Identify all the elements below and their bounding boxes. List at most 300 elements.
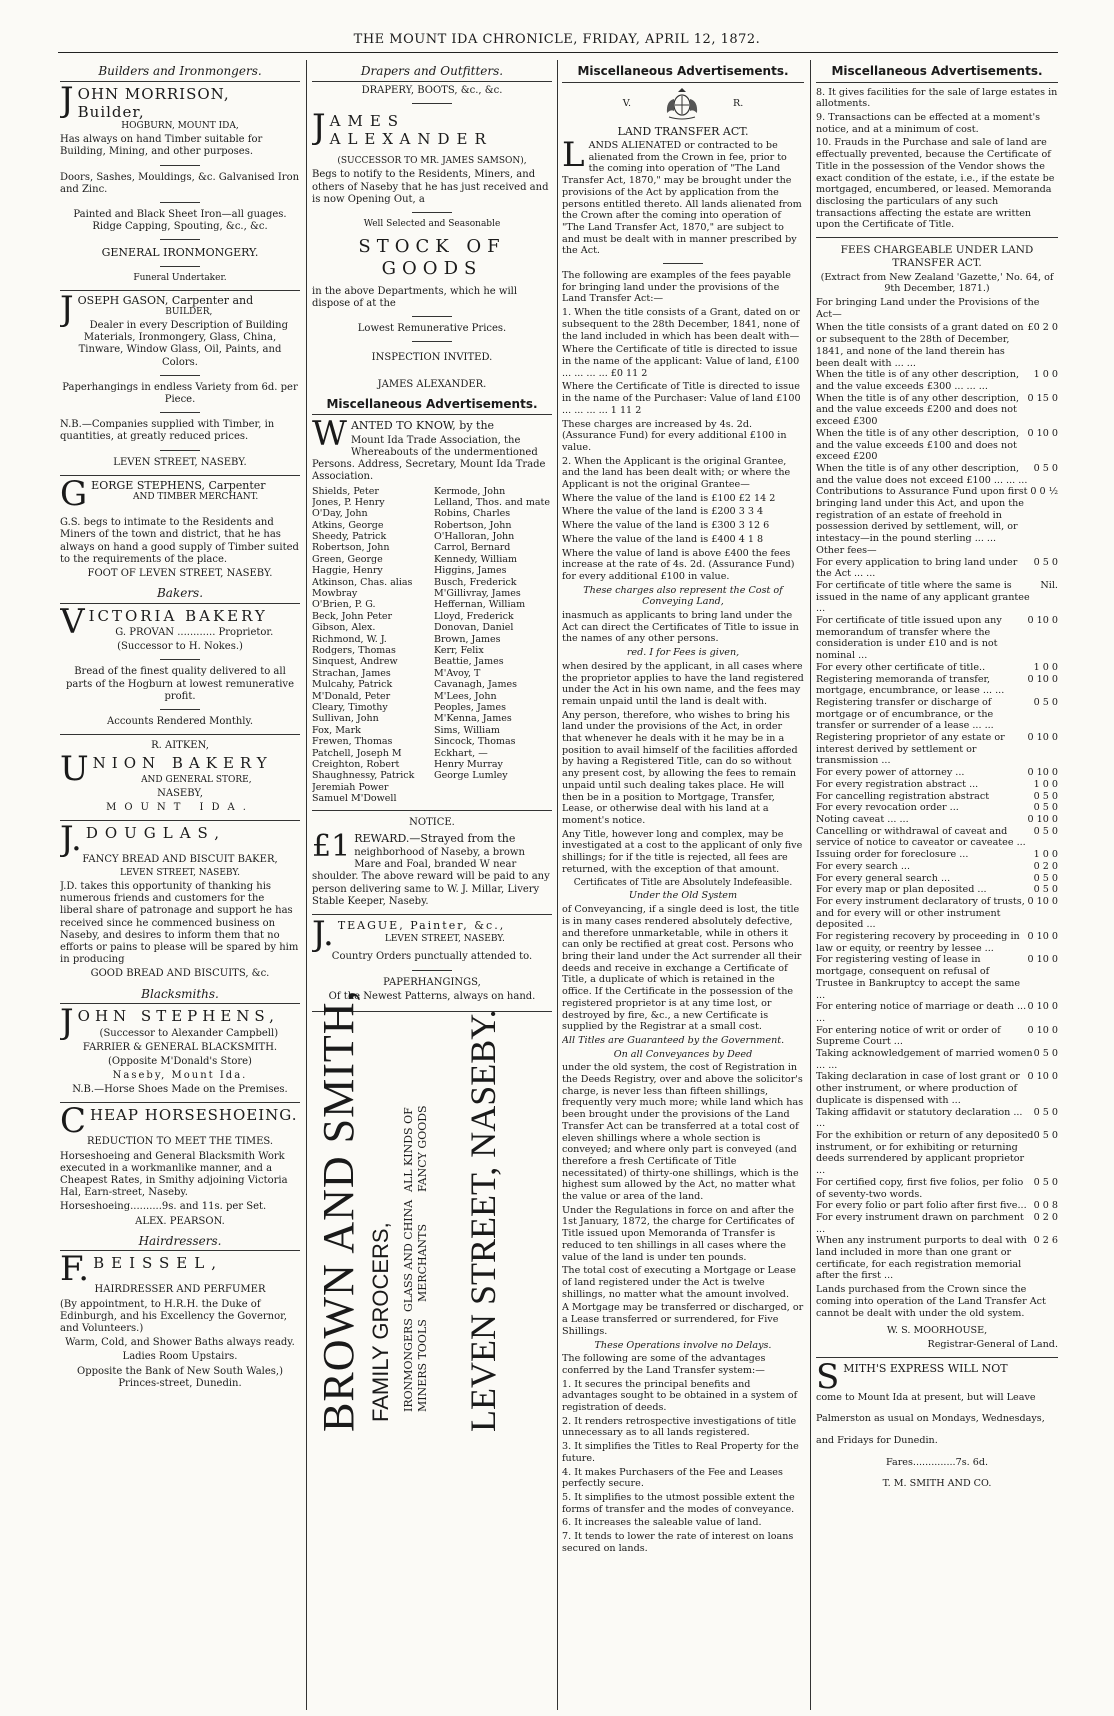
fee-description: For the exhibition or return of any deposited instrument, or for exhibiting or returning deeds surrendered by applicant proprietor ... [816,1129,1034,1177]
fee-amount: 1 0 0 [1033,849,1058,861]
fee-row [816,615,1058,662]
name-entry: Sheedy, Patrick [312,531,387,543]
ad-sub: FAMILY GROCERS, [368,1222,393,1422]
name-entry: M'Kenna, James [434,713,512,725]
ad-title: OHN STEPHENS, [77,1007,279,1026]
fee-amount: 0 5 0 [1033,825,1058,837]
section-heading: Builders and Ironmongers. [60,64,300,82]
ad-text: (Successor to H. Nokes.) [117,641,243,653]
advantage-item: 1. It secures the principal benefits and advantages sought to be obtained in a system of registration of deeds. [562,1378,798,1414]
fee-row [816,580,1058,615]
fee-row [816,463,1058,486]
notice-text: The following are some of the advantages conferred by the Land Transfer system:— [562,1353,766,1376]
ad-sub: FANCY BREAD AND BISCUIT BAKER, [82,853,278,865]
name-entry: Kerr, Felix [434,645,484,656]
fee-description: For every revocation order ... [816,802,959,814]
column-4 [816,62,1058,1712]
name-entry: M'Lees, John [434,690,497,702]
fee-description: For registering vesting of lease in mortgage, consequent on refusal of Trustee in Bankruptcy to accept the same ... [816,954,1021,1001]
fee-row [816,1130,1058,1177]
advantage-item: 3. It simplifies the Titles to Real Property for the future. [562,1441,799,1464]
ad-address: LEVEN STREET, NASEBY. [113,456,247,468]
masthead-rule [58,52,1058,53]
signature-title: Registrar-General of Land. [927,1338,1058,1350]
drop-cap: U [60,749,89,790]
fee-description: When the title is of any other description, and the value exceeds £300 ... ... ... [816,369,1020,392]
names-list [312,486,552,805]
fee-description: Registering memoranda of transfer, mortgage, encumbrance, or lease ... ... [816,673,1005,697]
ad-heading: STOCK OF GOODS [358,235,506,279]
name-entry: Sincock, Thomas [434,736,516,748]
name-entry: Gibson, Alex. [312,622,376,634]
fee-description: Contributions to Assurance Fund upon first bringing land under this Act, and upon the registration of an estate of freehold in possession derived by settlement, will, or intestacy—in the pound sterling ... ... [816,486,1028,545]
name-entry: Richmond, W. J. [312,633,387,645]
name-entry: O'Halloran, John [434,531,515,543]
ad-sub: HAIRDRESSER AND PERFUMER [94,1284,266,1296]
fee-row [816,1071,1058,1106]
ad-text: MINERS TOOLS [416,1319,429,1412]
fee-amount: 0 10 0 [1027,895,1058,907]
section-heading: Bakers. [60,586,300,604]
reward-ad [312,810,552,908]
fee-description: Registering proprietor of any estate or interest derived by settlement or transmission ... [816,732,1005,767]
fee-amount: 0 10 0 [1027,673,1058,685]
name-entry: Creighton, Robert [312,758,400,770]
fee-row [816,884,1058,896]
ad-text: Painted and Black Sheet Iron—all guages. Ridge Capping, Spouting, &c., &c. [73,208,287,233]
beissel-ad [60,1249,300,1390]
fee-amount: 0 5 0 [1033,802,1058,814]
name-entry: Higgins, James [434,565,507,577]
notice-text: red. I for Fees is given, [626,647,740,659]
name-entry: Eckhart, — [434,747,488,759]
ad-text: Fares..............7s. 6d. [885,1456,989,1468]
ad-heading: NOTICE. [409,817,455,829]
alexander-ad [312,106,552,391]
douglas-ad [60,820,300,981]
fee-description: When any instrument purports to deal with land included in more than one grant or certificate, for each registration memorial after the first ... [816,1235,1027,1282]
fee-row: Where the value of the land is £200 3 3 4 [562,506,764,518]
drop-cap: F. [60,1249,90,1290]
ad-address: FOOT OF LEVEN STREET, NASEBY. [87,567,273,579]
fee-amount: 0 0 ½ [1030,486,1058,498]
ad-text: Accounts Rendered Monthly. [107,715,253,727]
fee-amount: 0 5 0 [1033,1176,1058,1188]
ad-text: Funeral Undertaker. [133,272,227,283]
name-entry: Lelland, Thos. and mate [434,496,550,508]
fee-description: For every search ... [816,860,911,872]
ad-title: BROWN AND SMITH, [314,989,363,1432]
ad-heading: GENERAL IRONMONGERY. [101,246,259,260]
column-divider [810,60,811,1710]
name-entry: Green, George [312,553,383,565]
fee-amount: 0 5 0 [1033,556,1058,568]
fee-amount: 0 10 0 [1027,732,1058,744]
name-entry: M'Gillivray, James [434,588,521,600]
fee-row [816,486,1058,545]
ad-address: HOGBURN, MOUNT IDA, [121,121,239,132]
advantage-item: 10. Frauds in the Purchase and sale of land are effectually prevented, because the Certificate of Title in the possession of the Vendor shows the exact condition of the estate, i.e., if the estate be mortgaged, encumbered, or leased. Memoranda disclosing the particulars of any such transactions affecting the estate are written upon the Certificate of Title. [816,137,1055,231]
fee-description: When the title is of any other description, and the value does not exceed £100 ... ... ... [816,462,1028,486]
fee-row [816,428,1058,463]
smith-express-ad [816,1357,1058,1491]
fees-title: FEES CHARGEABLE UNDER LAND TRANSFER ACT. [840,244,1034,269]
signature: W. S. MOORHOUSE, [886,1325,988,1337]
notice-text: Lands purchased from the Crown since the coming into operation of the Land Transfer Act cannot be dealt with under the old system. [816,1284,1046,1319]
fee-description: For every map or plan deposited ... [816,884,987,896]
ad-title: ANTED TO KNOW, by the [350,419,495,433]
fee-description: For every general search ... [816,872,951,884]
ad-text: GLASS AND CHINA [402,1199,415,1312]
fee-row [816,779,1058,791]
ad-signature: JAMES ALEXANDER. [377,378,487,390]
name-entry: George Lumley [434,770,508,782]
ad-text: Mount Ida Trade Association, the Whereabouts of the undermentioned Persons. Address, Secretary, Mount Ida Trade Association. [312,434,546,483]
ad-text: in the above Departments, which he will dispose of at the [312,285,518,309]
ad-text: IRONMONGERS [402,1318,415,1412]
ad-text: R. AITKEN, [151,740,209,752]
fee-amount: 0 10 0 [1027,814,1058,825]
notice-text: Any person, therefore, who wishes to bring his land under the provisions of the Act, in order that whenever he deals with it he may be in a position to avail himself of the facilities afforded by having a Registered Title, can do so without any present cost, by allowing the fees to remain unpaid until such dealing takes place. He will then be in a position to Mortgage, Transfer, Lease, or otherwise deal with his land at a moment's notice. [562,709,798,826]
fee-description: For certified copy, first five folios, per folio of seventy-two words. [816,1176,1024,1200]
ad-text: NASEBY, [157,787,203,799]
name-entry: Haggie, Henry [312,565,383,577]
name-entry: Cleary, Timothy [312,701,388,713]
ad-text: Lowest Remunerative Prices. [357,323,507,335]
ad-title: DOUGLAS, [85,823,227,842]
fee-amount: 0 5 0 [1033,790,1058,802]
ad-text: PAPERHANGINGS, [383,976,481,988]
fee-amount: 0 5 0 [1033,462,1058,474]
ad-text: Bread of the finest quality delivered to all parts of the Hogburn at lowest remunerative profit. [65,666,294,702]
name-entry: Robins, Charles [434,508,511,520]
ad-text: Warm, Cold, and Shower Baths always ready. [65,1337,295,1349]
fee-description: For every instrument drawn on parchment ... [816,1211,1024,1235]
fee-description: For certificate of title issued upon any memorandum of transfer where the consideration is under £10 and is not nominal ... [816,615,1002,662]
fee-amount: 0 10 0 [1027,427,1058,439]
name-entry: Samuel M'Dowell [312,793,397,805]
name-entry: O'Brien, P. G. [312,599,376,611]
notice-text: The following are examples of the fees payable for bringing land under the provisions of the Land Transfer Act:— [562,270,791,305]
notice-text: These charges also represent the Cost of Conveying Land, [583,584,783,608]
ad-sub: AND GENERAL STORE, [141,774,252,785]
stephens-ad [60,475,300,580]
name-entry: Sinquest, Andrew [312,656,398,668]
name-entry: Rodgers, Thomas [312,645,396,656]
ad-text: Has always on hand Timber suitable for Building, Mining, and other purposes. [60,134,263,158]
fee-description: For registering recovery by proceeding in law or equity, or reentry by lessee ... [816,931,1020,954]
ad-text: Palmerston as usual on Mondays, Wednesdays, [816,1413,1045,1425]
fee-description: When the title consists of a grant dated on or subsequent to the 28th of December, 1841, and none of the land therein has been dealt with ... ... [816,322,1024,369]
ad-address: LEVEN STREET, NASEBY. [463,1009,503,1432]
fees-table [816,237,1058,1351]
fee-row [816,767,1058,779]
drop-cap: J. [312,914,334,954]
fee-row [816,1107,1058,1130]
name-entry: Donovan, Daniel [434,622,514,634]
ad-text: J.D. takes this opportunity of thanking his numerous friends and customers for the liberal share of patronage and support he has received since he commenced business on Naseby, and desires to inform them that no efforts or pains to please will be spared by him in producing [60,881,299,966]
fee-row [816,557,1058,580]
name-entry: Cavanagh, James [434,679,517,691]
ad-text: MERCHANTS [416,1223,429,1302]
notice-title: LAND TRANSFER ACT. [617,124,749,138]
name-entry: Busch, Frederick [434,576,517,588]
fee-amount: 0 10 0 [1027,1001,1058,1013]
fee-amount: £0 2 0 [1027,322,1058,334]
ad-title: OSEPH GASON, Carpenter and [77,293,254,307]
name-entry: Shields, Peter [312,485,379,497]
advantages-list-cont [816,87,1058,231]
ad-text: Opposite the Bank of New South Wales,) Princes-street, Dunedin. [77,1365,283,1389]
fee-amount: 1 0 0 [1033,369,1058,381]
fee-row: Where the value of the land is £300 3 12 6 [562,520,770,532]
fee-description: For cancelling registration abstract [816,790,990,802]
fee-amount: 0 10 0 [1027,954,1058,966]
fee-description: Other fees— [816,544,877,556]
ad-text: neighborhood of Naseby, a brown Mare and Foal, branded W near shoulder. The above reward will be paid to any person delivering same to W. J. Millar, Livery Stable Keeper, Naseby. [312,847,550,907]
names-right [434,486,552,805]
name-entry: Fox, Mark [312,724,361,736]
ad-text: come to Mount Ida at present, but will Leave [816,1391,1036,1403]
name-entry: Kennedy, William [434,553,517,565]
ad-text: Naseby, Mount Ida. [112,1070,248,1082]
name-entry: Strachan, James [312,667,391,679]
drop-cap: J. [60,818,82,859]
drop-cap: J [60,79,74,120]
fee-amount: 0 2 0 [1033,1211,1058,1223]
fee-row [816,674,1058,697]
notice-text: inasmuch as applicants to bring land under the Act can direct the Certificates of Title to issue in the names of any other persons. [562,610,799,645]
fees-extract: (Extract from New Zealand 'Gazette,' No. 64, of 9th December, 1871.) [820,271,1054,295]
notice-text: On all Conveyances by Deed [613,1048,753,1060]
fee-amount: 0 10 0 [1027,931,1058,943]
notice-text: Under the Old System [628,890,738,902]
name-entry: Beattie, James [434,656,504,668]
ad-address: LEVEN STREET, NASEBY. [119,868,241,879]
wanted-ad [312,414,552,805]
notice-text: The total cost of executing a Mortgage or Lease of land registered under the Act is twelve shillings, no matter what the amount involved. [562,1265,796,1300]
ad-title: MITH'S EXPRESS WILL NOT [843,1361,1008,1375]
name-entry: Heffernan, William [434,599,526,611]
ad-text: (Successor to Alexander Campbell) [99,1027,279,1039]
fee-row [816,662,1058,674]
notice-text: Where the Certificate of Title is directed to issue in the name of the Purchaser: Value of land £100 ... ... ... ... 1 11 2 [562,381,801,416]
fee-amount: 0 10 0 [1027,767,1058,779]
fee-row [816,1048,1058,1071]
fee-description: When the title is of any other description, and the value exceeds £200 and does not exceed £300 [816,392,1020,428]
fee-row [816,861,1058,873]
notice-text: A Mortgage may be transferred or discharged, or a Lease transferred or surrendered, for Five Shillings. [562,1302,804,1337]
ad-sub: AND TIMBER MERCHANT. [132,492,259,503]
fee-row [816,896,1058,931]
name-entry: Atkins, George [312,519,384,531]
masthead: THE MOUNT IDA CHRONICLE, FRIDAY, APRIL 12, 1872. [353,32,761,47]
notice-text: ANDS ALIENATED or contracted to be alienated from the Crown in fee, prior to the coming into operation of "The Land Transfer Act, 1870," may be brought under the provisions of the Act by application from the persons entitled thereto. All lands alienated from the Crown after the coming into operation of "The Land Transfer Act, 1870," are subject to and must be dealt with in manner prescribed by the Act. [562,140,802,257]
name-entry: M'Avoy, T [434,667,481,679]
notice-text: 2. When the Applicant is the original Grantee, and the land has been dealt with; or where the Applicant is not the original Grantee— [562,455,791,491]
fee-description: For every application to bring land under the Act ... ... [816,556,1018,580]
ad-text: ALEX. PEARSON. [135,1215,225,1227]
fee-description: When the title is of any other description, and the value exceeds £100 and does not exceed £200 [816,427,1020,463]
ad-signature: T. M. SMITH AND CO. [882,1478,992,1490]
ad-text: Of the Newest Patterns, always on hand. [328,990,536,1002]
name-entry: Robertson, John [312,542,390,554]
advantage-item: 6. It increases the saleable value of land. [562,1517,762,1529]
fee-rows [562,493,804,546]
ad-address: LEVEN STREET, NASEBY. [384,934,505,945]
notice-text: Certificates of Title are Absolutely Indefeasible. [573,877,793,888]
name-entry: Shaughnessy, Patrick [312,770,415,782]
fee-description: For entering notice of marriage or death ... ... [816,1001,1027,1024]
name-entry: Jeremiah Power [312,781,389,793]
ad-text: Country Orders punctually attended to. [331,951,533,963]
ad-title: TEAGUE, Painter, &c., [337,919,506,932]
ad-title: OHN MORRISON, Builder, [77,84,230,121]
ad-text: Doors, Sashes, Mouldings, &c. Galvanised Iron and Zinc. [60,171,300,195]
ad-title: ICTORIA BAKERY [88,606,268,625]
notice-text: of Conveyancing, if a single deed is lost, the title is in many cases rendered absolutely defective, and therefore unmarketable, while in others it can only be rectified at great cost. Persons who bring their land under the Act surrender all their deeds and receive in exchange a Certificate of Title, a duplicate of which is retained in the office. If the Certificate in the possession of the registered proprietor is at any time lost, or destroyed by fire, &c., a new Certificate is supplied by the Registrar at a small cost. [562,904,802,1033]
fee-amount: 1 0 0 [1033,661,1058,673]
fee-row [816,791,1058,803]
ad-text: Begs to notify to the Residents, Miners, and others of Naseby that he has just received and is now Opening Out, a [312,169,549,205]
fee-row [816,732,1058,767]
fee-amount: 1 0 0 [1033,778,1058,790]
fee-row [816,1235,1058,1282]
notice-text: All Titles are Guaranteed by the Government. [562,1034,785,1046]
ad-sub: DRAPERY, BOOTS, &c., &c. [361,84,503,96]
fee-amount: 0 5 0 [1033,872,1058,884]
ad-text: N.B.—Horse Shoes Made on the Premises. [72,1084,288,1096]
name-entry: Beck, John Peter [312,610,393,622]
name-entry: Kermode, John [434,485,506,497]
drop-cap: L [562,135,585,176]
fee-row [816,393,1058,428]
royal-arms-icon [661,87,703,121]
fee-description: For entering notice of writ or order of Supreme Court ... [816,1024,1001,1048]
drop-cap: J [312,106,326,147]
fee-description: Issuing order for foreclosure ... [816,849,969,861]
section-heading: Miscellaneous Advertisements. [312,397,552,416]
advantage-item: 7. It tends to lower the rate of interest on loans secured on lands. [562,1531,794,1554]
ad-text: Horseshoeing..........9s. and 11s. per Set. [60,1201,267,1213]
fee-description: For every registration abstract ... [816,778,979,790]
notice-text: These charges are increased by 4s. 2d. (Assurance Fund) for every additional £100 in value. [562,418,787,453]
ad-text: (Opposite M'Donald's Store) [108,1055,252,1067]
ad-text: Dealer in every Description of Building Materials, Ironmongery, Glass, China, Tinware, Window Glass, Oil, Paints, and Colors. [78,320,288,368]
section-heading: Miscellaneous Advertisements. [816,64,1058,83]
advantage-item: 5. It simplifies to the utmost possible extent the forms of transfer and the modes of conveyance. [562,1491,795,1515]
advantage-item: 2. It renders retrospective investigations of title unnecessary as to all lands registered. [562,1415,797,1439]
fee-description: For certificate of title where the same is issued in the name of any applicant grantee ... [816,579,1030,615]
ad-sub: BUILDER, [165,307,213,318]
ad-sub: REDUCTION TO MEET THE TIMES. [86,1136,274,1148]
ad-text: and Fridays for Dunedin. [816,1435,938,1447]
fee-row [816,1200,1058,1212]
fee-row [816,1212,1058,1235]
fee-amount: 0 5 0 [1033,1048,1058,1060]
fee-amount: 0 5 0 [1033,1106,1058,1118]
name-entry: M'Donald, Peter [312,690,391,702]
fee-description: For every instrument declaratory of trusts, and for every will or other instrument deposited ... [816,895,1025,931]
column-divider [557,60,558,1710]
name-entry: Peoples, James [434,701,506,713]
fee-amount: 0 5 0 [1033,696,1058,708]
ad-sub: FARRIER & GENERAL BLACKSMITH. [82,1041,278,1053]
fee-description: Taking acknowledgement of married women ... ... [816,1048,1033,1071]
advantage-item: 9. Transactions can be effected at a moment's notice, and at a minimum of cost. [816,112,1041,135]
ad-text: G. PROVAN ............ Proprietor. [115,626,274,638]
fee-row [816,1177,1058,1200]
fee-description: For every other certificate of title.. [816,661,986,673]
fee-row [816,849,1058,861]
notice-text: Where the Certificate of title is directed to issue in the name of the applicant: Value of land, £100 ... ... ... ... £0 11 2 [562,344,800,379]
section-heading: Blacksmiths. [60,987,300,1005]
name-entry: Lloyd, Frederick [434,610,514,622]
name-entry: Mulcahy, Patrick [312,679,393,691]
name-entry: Jones, P. Henry [312,496,385,508]
union-ad [60,734,300,814]
ad-text: Horseshoeing and General Blacksmith Work executed in a workmanlike manner, and a Cheapest Rates, in Smithy adjoining Victoria Hal, Earn-street, Naseby. [60,1150,288,1199]
fee-row [816,802,1058,814]
ad-text: GOOD BREAD AND BISCUITS, &c. [90,968,270,980]
ad-sub: (SUCCESSOR TO MR. JAMES SAMSON), [337,156,527,167]
fee-row: Where the value of the land is £100 £2 14 2 [562,492,776,504]
fee-amount: 0 2 6 [1033,1235,1058,1247]
fee-description: For every power of attorney ... [816,767,965,779]
victoria-ad [60,601,300,728]
fees-intro: For bringing Land under the Provisions of the Act— [816,297,1040,320]
drop-cap: V [60,601,85,642]
crest-r: R. [733,97,744,109]
advantages-list [562,1379,804,1555]
ad-sub: Well Selected and Seasonable [363,218,501,229]
morrison-ad [60,79,300,284]
fee-row [816,322,1058,369]
ad-title: BEISSEL, [93,1254,223,1273]
section-heading: Miscellaneous Advertisements. [562,64,804,83]
ad-text: MOUNT IDA. [106,801,254,813]
advantage-item: 4. It makes Purchasers of the Fee and Leases perfectly secure. [562,1466,783,1490]
fee-description: Taking declaration in case of lost grant or other instrument, or where production of duplicate is dispensed with ... [816,1071,1020,1106]
crest-v: V. [622,97,632,109]
name-entry: O'Day, John [312,508,368,520]
fee-description: Noting caveat ... ... [816,814,909,825]
notice-text: These Operations involve no Delays. [594,1339,772,1351]
names-left [312,486,430,805]
fee-amount: 0 10 0 [1027,1024,1058,1036]
name-entry: Atkinson, Chas. alias Mowbray [312,576,413,600]
fee-row [816,954,1058,1001]
fee-description: Registering transfer or discharge of mortgage or of encumbrance, or the transfer or surrender of a lease ... ... [816,696,994,732]
name-entry: Patchell, Joseph M [312,747,402,759]
advantage-item: 8. It gives facilities for the sale of large estates in allotments. [816,86,1058,110]
fee-amount: 0 2 0 [1033,860,1058,872]
fee-amount: 0 5 0 [1033,884,1058,896]
fee-amount: 0 15 0 [1027,392,1058,404]
ad-text: Ladies Room Upstairs. [122,1351,238,1363]
fee-description: For every folio or part folio after first five... [816,1200,1027,1212]
fee-amount: 0 5 0 [1033,1129,1058,1141]
ad-title: NION BAKERY [92,754,273,773]
ad-text: N.B.—Companies supplied with Timber, in quantities, at greatly reduced prices. [60,419,275,443]
notice-text: 1. When the title consists of a Grant, dated on or subsequent to the 28th December, 1841, none of the land included in which has been dealt with— [562,307,800,342]
fee-amount: 0 10 0 [1027,1071,1058,1083]
ad-text: G.S. begs to intimate to the Residents and Miners of the town and district, that he has always on hand a good supply of Timber suited to the requirements of the place. [60,517,299,565]
name-entry: Brown, James [434,633,501,645]
section-heading: Drapers and Outfitters. [312,64,552,82]
gason-ad [60,290,300,469]
column-1 [60,62,300,1712]
